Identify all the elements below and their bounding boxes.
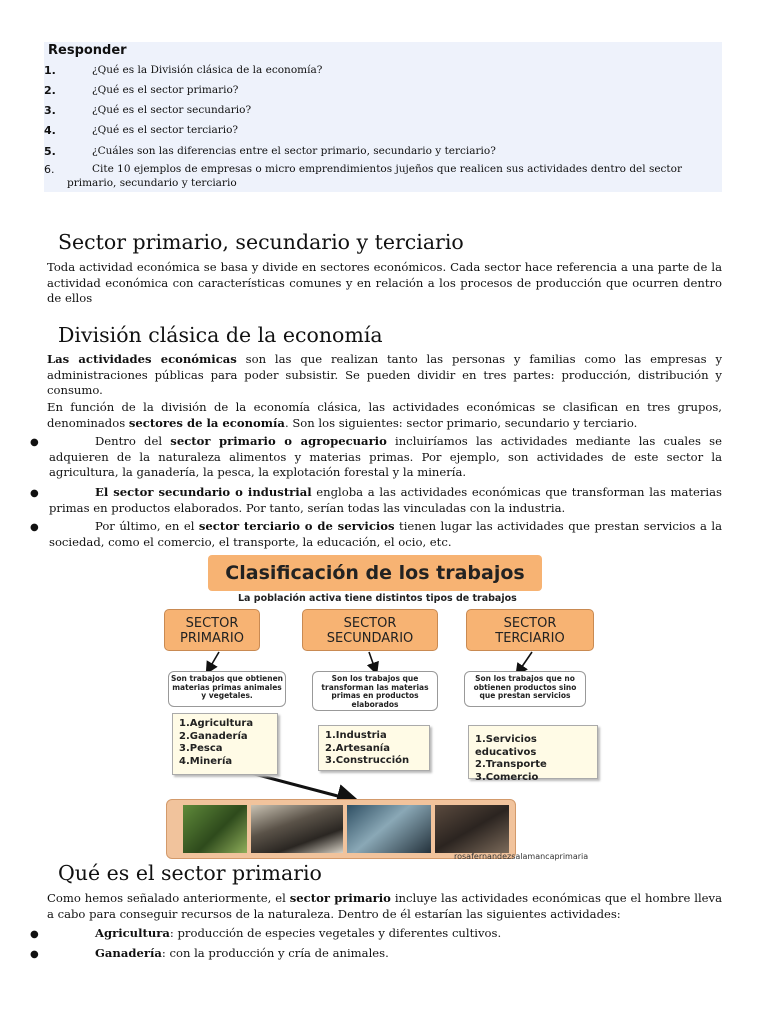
sector-description: Son trabajos que obtienen materias primas animales y vegetales.: [168, 671, 286, 707]
infographic-subtitle: La población activa tiene distintos tipos de trabajos: [238, 593, 517, 604]
sector-description: Son los trabajos que transforman las materias primas en productos elaborados: [312, 671, 438, 711]
list-item: Ganadería: con la producción y cría de animales.: [95, 946, 389, 960]
sector-activities-list: 1.Industria 2.Artesanía 3.Construcción: [318, 725, 430, 771]
bullet-icon: ●: [30, 929, 39, 940]
paragraph: Toda actividad económica se basa y divide en sectores económicos. Cada sector hace referencia a una parte de la actividad económica con características comunes y en relación a los procesos de producción que ocurren dentro de ellos: [47, 260, 722, 306]
sector-secundario-box: SECTOR SECUNDARIO: [302, 609, 438, 651]
list-item: Dentro del sector primario o agropecuario incluiríamos las actividades mediante las cuales se adquieren de la naturaleza alimentos y materias primas. Por ejemplo, son actividades de este sector la agricultura, la ganadería, la pesca, la explotación forestal y la minería.: [49, 434, 722, 480]
image-credit: rosafernandezsalamancaprimaria: [454, 852, 589, 861]
bullet-icon: ●: [30, 488, 39, 499]
list-item: Por último, en el sector terciario o de servicios tienen lugar las actividades que prestan servicios a la sociedad, como el comercio, el transporte, la educación, el ocio, etc.: [49, 519, 722, 549]
question-item-continuation: primario, secundario y terciario: [67, 177, 237, 189]
sector-activities-list: 1.Servicios educativos 2.Transporte 3.Comercio: [468, 725, 598, 779]
paragraph: En función de la división de la economía clásica, las actividades económicas se clasifican en tres grupos, denominados sectores de la economía. Son los siguientes: sector primario, secundario y terciario.: [47, 400, 722, 430]
questions-title: Responder: [48, 43, 127, 58]
photo-strip: [166, 799, 516, 859]
sector-activities-list: 1.Agricultura 2.Ganadería 3.Pesca 4.Minería: [172, 713, 278, 775]
mining-photo: [435, 805, 509, 853]
bullet-icon: ●: [30, 949, 39, 960]
fishing-photo: [347, 805, 431, 853]
section-heading: Sector primario, secundario y terciario: [58, 230, 464, 254]
section-heading: Qué es el sector primario: [58, 861, 322, 885]
section-heading: División clásica de la economía: [58, 323, 383, 347]
bullet-icon: ●: [30, 522, 39, 533]
paragraph: Las actividades económicas son las que realizan tanto las personas y familias como las empresas y administraciones públicas para poder subsistir. Se pueden dividir en tres partes: producción, distribución y consumo.: [47, 352, 722, 398]
bullet-icon: ●: [30, 437, 39, 448]
sector-primario-box: SECTOR PRIMARIO: [164, 609, 260, 651]
sector-terciario-box: SECTOR TERCIARIO: [466, 609, 594, 651]
agriculture-photo: [183, 805, 247, 853]
paragraph: Como hemos señalado anteriormente, el sector primario incluye las actividades económicas que el hombre lleva a cabo para conseguir recursos de la naturaleza. Dentro de él estarían las siguientes actividades:: [47, 891, 722, 921]
infographic-title: Clasificación de los trabajos: [208, 555, 542, 591]
sector-description: Son los trabajos que no obtienen productos sino que prestan servicios: [464, 671, 586, 707]
list-item: El sector secundario o industrial engloba a las actividades económicas que transforman las materias primas en productos elaborados. Por tanto, serían todas las vinculadas con la industria.: [49, 485, 722, 515]
list-item: Agricultura: producción de especies vegetales y diferentes cultivos.: [95, 926, 502, 940]
livestock-photo: [251, 805, 343, 853]
classification-infographic: [164, 553, 604, 863]
